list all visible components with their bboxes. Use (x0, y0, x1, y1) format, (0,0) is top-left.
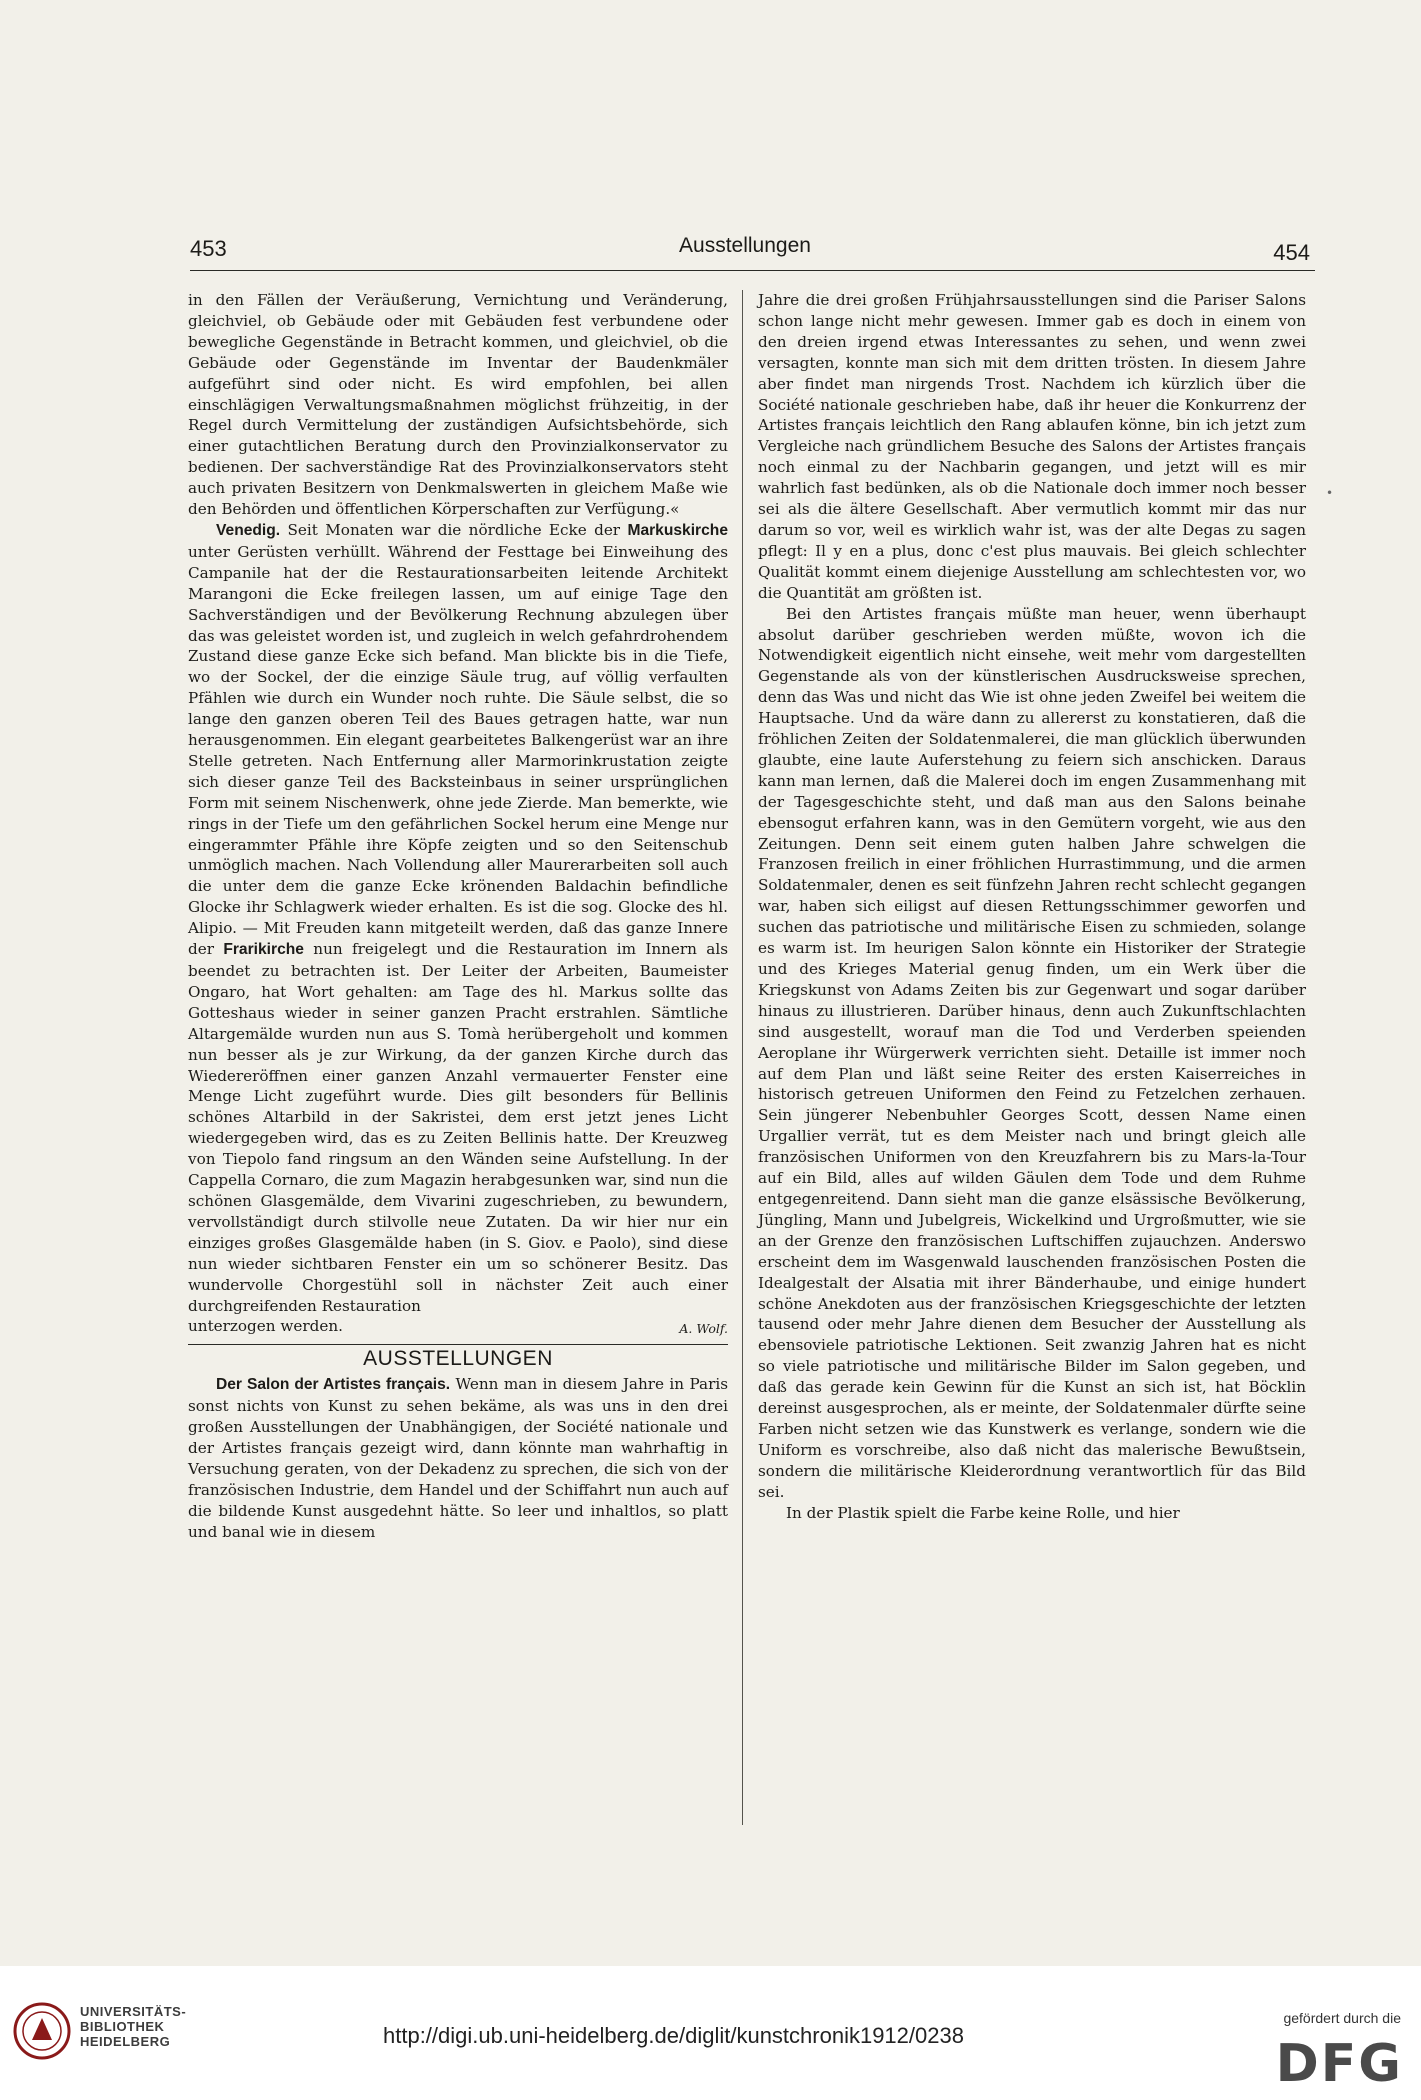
paragraph-plastik: In der Plastik spielt die Farbe keine Rolle, und hier (786, 1503, 1180, 1522)
running-head (180, 236, 1310, 266)
footer-bar (0, 1966, 1421, 2100)
institution-name: UNIVERSITÄTS- BIBLIOTHEK HEIDELBERG (80, 2004, 187, 2049)
dfg-logo: DFG (1275, 2034, 1403, 2094)
paragraph-denkmalpflege: in den Fällen der Veräußerung, Vernichtung und Veränderung, gleichviel, ob Gebäude oder mit Gebäuden fest verbundene oder bewegliche Gegenstände in Betracht kommen, und gleichviel, ob die Gebäude oder Gegenstände im Inventar der Baudenkmäler aufgeführt sind oder nicht. Es wird empfohlen, bei allen einschlägigen Verwaltungsmaßnahmen möglichst frühzeitig, in der Regel durch Vermittelung der zuständigen Aufsichtsbehörde, sich einer gutachtlichen Beratung durch den Provinzialkonservator zu bedienen. Der sachverständige Rat des Provinzialkonservators steht auch privaten Besitzern von Denkmalswerten in gleichem Maße wie den Behörden und öffentlichen Körperschaften zur Verfügung.« (188, 291, 728, 519)
header-rule (190, 270, 1315, 271)
funded-by-label: gefördert durch die (1283, 2010, 1401, 2026)
keyword-markuskirche: Markuskirche (627, 521, 728, 539)
paragraph-artistes: Bei den Artistes français müßte man heuer, wenn überhaupt absolut darüber geschrieben werden müßte, wovon ich die Notwendigkeit eigentlich nicht einsehe, weit mehr vom dargestellten Gegenstande als von der künstlerischen Ausdrucksweise sprechen, denn das Was und nicht das Wie ist ohne jeden Zweifel bei weitem die Hauptsache. Und da wäre dann zu allererst zu konstatieren, daß die fröhlichen Zeiten der Soldatenmalerei, die man glücklich überwunden glaubte, eine laute Auferstehung zu feiern sich anschicken. Daraus kann man lernen, daß die Malerei doch im engen Zusammenhang mit der Tagesgeschichte steht, und daß man aus den Salons beinahe ebensogut erfahren kann, was in den Gemütern vorgeht, wie aus den Zeitungen. Denn seit einem guten halben Jahre schwelgen die Franzosen freilich in einer fröhlichen Hurrastimmung, und die armen Soldatenmaler, denen es seit fünfzehn Jahren recht schlecht gegangen war, haben sich eiligst auf diesen Rettungsschimmer geworfen und suchen das patriotische und militärische Eisen zu schmieden, solange es warm ist. Im heurigen Salon könnte ein Historiker der Strategie und des Krieges Material genug finden, um ein Werk über die Kriegskunst von Adams Zeiten bis zur Gegenwart und sogar darüber hinaus zu illustrieren. Darüber hinaus, denn auch Zukunftschlachten sind ausgestellt, worauf man die Tod und Verderben speienden Aeroplane ihr Würgerwerk verrichten sieht. Detaille ist immer noch auf dem Plan und läßt seine Reiter des ersten Kaiserreiches in historisch getreuen Uniformen den Feind zu Fetzelchen zerhauen. Sein jüngerer Nebenbuhler Georges Scott, dessen Name einen Urgallier verrät, tut es dem Meister nach und bringt gleich alle französischen Uniformen von den Kreuzfahrern bis zu Mars-la-Tour auf ein Bild, alles auf wilden Gäulen dem Tode und dem Ruhme entgegenreitend. Dann sieht man die ganze elsässische Bevölkerung, Jüngling, Mann und Jubelgreis, Wickelkind und Urgroßmutter, wie sie an der Grenze den französischen Luftschiffen zujauchzen. Anderswo erscheint dem im Wasgenwald lauschenden französischen Posten die Idealgestalt der Alsatia mit ihrer Bänderhaube, und einige hundert schöne Anekdoten aus der französischen Kriegsgeschichte der letzten tausend oder mehr Jahre dienen dem Besucher der Ausstellung als ebensoviele patriotische Lektionen. Seit zwanzig Jahren hat es nicht so viele patriotische und militärische Bilder im Salon gegeben, und daß das gerade kein Gewinn für die Kunst an sich ist, hat Böcklin dereinst ausgesprochen, als er meinte, der Soldatenmaler dürfte seine Farben nicht setzen wie das Kunstwerk es verlange, sondern wie die Uniform es vorschreibe, also daß nicht das malerische Bewußtsein, sondern die militärische Kleiderordnung verantwortlich für das Bild sei. (758, 604, 1306, 1501)
right-column (758, 290, 1306, 1523)
left-column (188, 290, 728, 1542)
university-seal-icon (12, 1998, 72, 2064)
paragraph-salons: Jahre die drei großen Frühjahrsausstellungen sind die Pariser Salons schon lange nicht mehr gewesen. Immer gab es doch in einem von den dreien irgend etwas Interessantes zu sehen, und wenn zwei versagten, konnte man sich mit dem dritten trösten. In diesem Jahre aber findet man nirgends Trost. Nachdem ich kürzlich über die Société nationale geschrieben habe, daß ihr heuer die Konkurrenz der Artistes français leichtlich den Rang ablaufen könne, bin ich jetzt zum Vergleiche nach gründlichem Besuche des Salons der Artistes français noch einmal zu der Nachbarin gegangen, und jetzt will es mir wahrlich fast bedünken, als ob die Nationale doch immer noch besser sei als die ältere Gesellschaft. Aber vermutlich kommt mir das nur darum so vor, weil es wirklich wahr ist, was der alte Degas zu sagen pflegt: Il y en a plus, donc c'est plus mauvais. Bei gleich schlechter Qualität kommt einem diejenige Ausstellung am schlechtesten vor, wo die Quantität am größten ist. (758, 291, 1306, 602)
keyword-venedig: Venedig. (216, 521, 281, 539)
signature-line: unterzogen werden. A. Wolf. (188, 1316, 728, 1340)
running-title: Ausstellungen (679, 234, 811, 257)
source-url-link[interactable]: http://digi.ub.uni-heidelberg.de/diglit/kunstchronik1912/0238 (383, 2023, 964, 2048)
keyword-salon: Der Salon der Artistes français. (216, 1376, 451, 1394)
column-divider (742, 290, 743, 1825)
page-number-right: 454 (1273, 240, 1310, 265)
author-signature: A. Wolf. (679, 1321, 728, 1337)
section-heading: AUSSTELLUNGEN (363, 1347, 553, 1371)
margin-dot: • (1326, 486, 1334, 500)
paragraph-venedig: Venedig. Seit Monaten war die nördliche Ecke der Markuskirche unter Gerüsten verhüllt. Während der Festtage bei Einweihung des Campanile hat der die Restaurationsarbeiten leitende Architekt Marangoni die Ecke freilegen lassen, um auf einige Tage den Sachverständigen und der Bevölkerung Rechnung abzulegen über das was geleistet worden ist, und zugleich in welch gefahrdrohendem Zustand diese ganze Ecke sich befand. Man blickte bis in die Tiefe, wo der Sockel, der die einzige Säule trug, auf völlig verfaulten Pfählen wie durch ein Wunder noch ruhte. Die Säule selbst, die so lange den ganzen oberen Teil des Baues getragen hatte, war nun herausgenommen. Ein elegant gearbeitetes Balkengerüst war an ihre Stelle getreten. Nach Entfernung aller Marmorinkrustation zeigte sich dieser ganze Teil des Backsteinbaus in seiner ursprünglichen Form mit seinem Nischenwerk, ohne jede Zierde. Man bemerkte, wie rings in der Tiefe um den gefährlichen Sockel herum eine Menge nur eingerammter Pfähle ihre Köpfe zeigten und so den Seitenschub unmöglich machen. Nach Vollendung aller Maurerarbeiten soll auch die unter dem die ganze Ecke krönenden Baldachin befindliche Glocke ihr Schlagwerk wieder erhalten. Es ist die sog. Glocke des hl. Alipio. — Mit Freuden kann mitgeteilt werden, daß das ganze Innere der Frarikirche nun freigelegt und die Restauration im Innern als beendet zu betrachten ist. Der Leiter der Arbeiten, Baumeister Ongaro, hat Wort gehalten: am Tage des hl. Markus sollte das Gotteshaus wieder in seiner ganzen Pracht erstrahlen. Sämtliche Altargemälde wurden nun aus S. Tomà herübergeholt und kommen nun besser als je zur Wirkung, da der ganzen Kirche durch das Wiedereröffnen einer ganzen Anzahl vermauerter Fenster eine Menge Licht zugeführt wurde. Dies gilt besonders für Bellinis schönes Altarbild in der Sakristei, dem erst jetzt jenes Licht wiedergegeben wird, das es zu Zeiten Bellinis hatte. Der Kreuzweg von Tiepolo fand ringsum an den Wänden seine Aufstellung. In der Cappella Cornaro, die zum Magazin herabgesunken war, sind nun die schönen Glasgemälde, dem Vivarini zugeschrieben, zu bewundern, vervollständigt durch stilvolle neue Zutaten. Da wir hier nur ein einziges großes Glasgemälde haben (in S. Giov. e Paolo), sind diese nun wieder sichtbaren Fenster ein um so schönerer Besitz. Das wundervolle Chorgestühl soll in nächster Zeit auch einer durchgreifenden Restauration (188, 520, 728, 1315)
paragraph-salon: Der Salon der Artistes français. Wenn man in diesem Jahre in Paris sonst nichts von Kunst zu sehen bekäme, als was uns in den drei großen Ausstellungen der Unabhängigen, der Société nationale und der Artistes français gezeigt wird, dann könnte man wahrhaftig in Versuchung geraten, von der Dekadenz zu sprechen, die sich von der französischen Industrie, dem Handel und der Schiffahrt nun auch auf die bildende Kunst ausgedehnt hätte. So leer und inhaltlos, so platt und banal wie in diesem (188, 1375, 729, 1541)
section-rule (188, 1344, 728, 1345)
keyword-frarikirche: Frarikirche (223, 941, 304, 959)
page-number-left: 453 (190, 236, 227, 261)
